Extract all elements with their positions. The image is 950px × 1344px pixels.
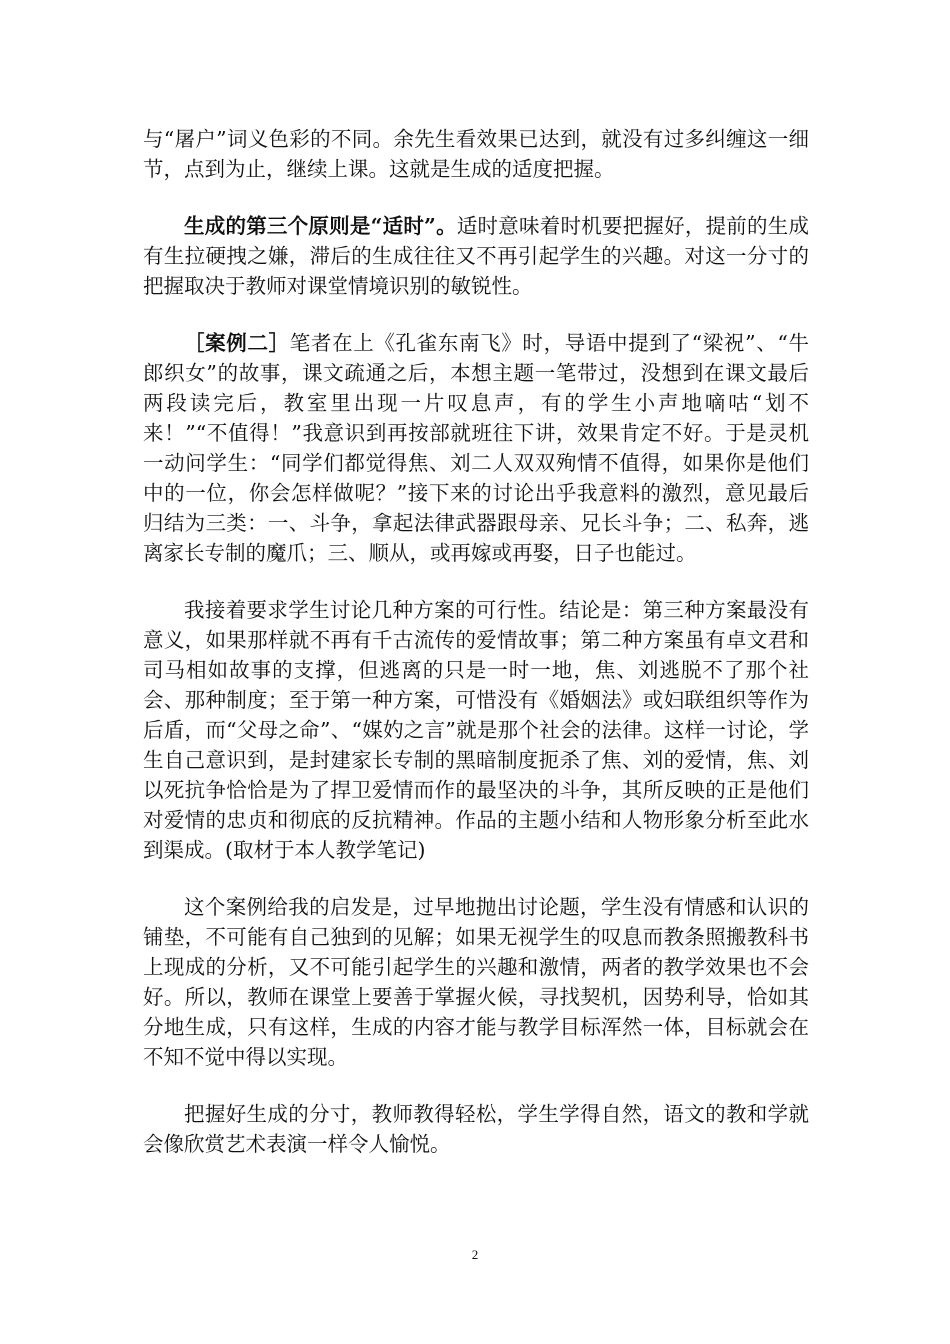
- paragraph-text: 这个案例给我的启发是，过早地抛出讨论题，学生没有情感和认识的铺垫，不可能有自己独到的见解；如果无视学生的叹息而教条照搬教科书上现成的分析，又不可能引起学生的兴趣和激情，两者的教学效果也不会好。所以，教师在课堂上要善于掌握火候，寻找契机，因势利导，恰如其分地生成，只有这样，生成的内容才能与教学目标浑然一体，目标就会在不知不觉中得以实现。: [143, 895, 809, 1069]
- paragraph-discussion: [143, 595, 809, 865]
- paragraph-text: 笔者在上《孔雀东南飞》时，导语中提到了“梁祝”、“牛郎织女”的故事，课文疏通之后，本想主题一笔带过，没想到在课文最后两段读完后，教室里出现一片叹息声，有的学生小声地嘀咕“划不来！”“不值得！”我意识到再按部就班往下讲，效果肯定不好。于是灵机一动问学生：“同学们都觉得焦、刘二人双双殉情不值得，如果你是他们中的一位，你会怎样做呢？”接下来的讨论出乎我意料的激烈，意见最后归结为三类：一、斗争，拿起法律武器跟母亲、兄长斗争；二、私奔，逃离家长专制的魔爪；三、顺从，或再嫁或再娶，日子也能过。: [143, 331, 809, 565]
- document-body: [143, 124, 809, 1186]
- paragraph-text: 把握好生成的分寸，教师教得轻松，学生学得自然，语文的教和学就会像欣赏艺术表演一样令人愉悦。: [143, 1102, 809, 1156]
- paragraph-continuation: [143, 124, 809, 184]
- paragraph-text: 与“屠户”词义色彩的不同。余先生看效果已达到，就没有过多纠缠这一细节，点到为止，继续上课。这就是生成的适度把握。: [143, 127, 809, 181]
- paragraph-conclusion: [143, 1099, 809, 1159]
- paragraph-inspiration: [143, 892, 809, 1072]
- paragraph-principle-three: [143, 211, 809, 301]
- paragraph-text: 我接着要求学生讨论几种方案的可行性。结论是：第三种方案最没有意义，如果那样就不再有千古流传的爱情故事；第二种方案虽有卓文君和司马相如故事的支撑，但逃离的只是一时一地，焦、刘逃脱不了那个社会、那种制度；至于第一种方案，可惜没有《婚姻法》或妇联组织等作为后盾，而“父母之命”、“媒妁之言”就是那个社会的法律。这样一讨论，学生自己意识到，是封建家长专制的黑暗制度扼杀了焦、刘的爱情，焦、刘以死抗争恰恰是为了捍卫爱情而作的最坚决的斗争，其所反映的正是他们对爱情的忠贞和彻底的反抗精神。作品的主题小结和人物形象分析至此水到渠成。(取材于本人教学笔记): [143, 598, 809, 862]
- paragraph-case-two: [143, 328, 809, 568]
- paragraph-lead: 生成的第三个原则是“适时”。: [184, 214, 457, 238]
- paragraph-text: 适时意味着时机要把握好，提前的生成有生拉硬拽之嫌，滞后的生成往往又不再引起学生的兴趣。对这一分寸的把握取决于教师对课堂情境识别的敏锐性。: [143, 214, 809, 298]
- paragraph-lead: ［案例二］: [184, 331, 290, 355]
- page-number: 2: [471, 1247, 479, 1262]
